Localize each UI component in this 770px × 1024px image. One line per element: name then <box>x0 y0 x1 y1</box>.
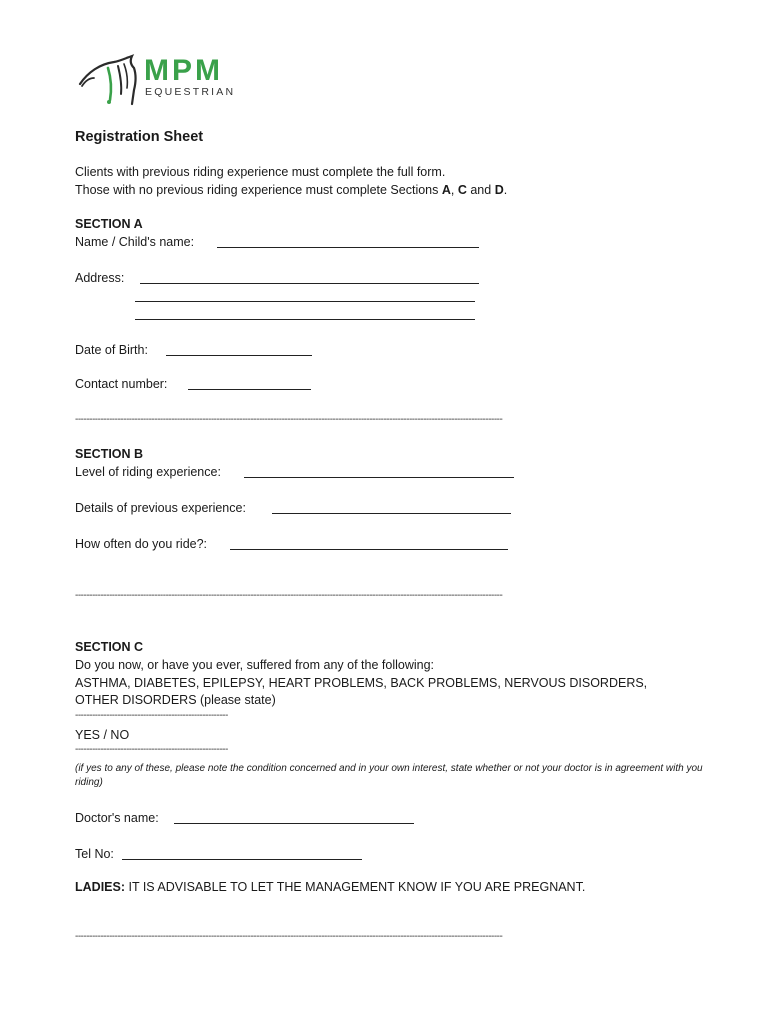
dob-label: Date of Birth: <box>75 343 148 357</box>
ride-frequency-label: How often do you ride?: <box>75 537 208 551</box>
intro-line-1: Clients with previous riding experience must complete the full form. <box>75 165 446 179</box>
contact-label: Contact number: <box>75 377 168 391</box>
divider-1: ------------------------------------------------------------------------------------------------------------------------------------------------------- <box>75 414 503 425</box>
section-b-heading: SECTION B <box>75 447 144 461</box>
intro-sep-1: , <box>450 183 458 197</box>
tel-label: Tel No: <box>75 847 114 861</box>
logo-tagline: EQUESTRIAN <box>145 86 236 98</box>
short-divider-2: ------------------------------------------------------ <box>75 744 228 755</box>
intro-section-a: A <box>441 183 451 197</box>
experience-details-field[interactable] <box>272 513 511 514</box>
medical-note: (if yes to any of these, please note the condition concerned and in your own interest, state whether or not your doctor is in agreement with you riding) <box>75 763 703 788</box>
ladies-label: LADIES: <box>75 880 125 894</box>
ride-frequency-field[interactable] <box>230 549 508 550</box>
mpm-logo <box>78 54 258 106</box>
name-field[interactable] <box>217 247 479 248</box>
ladies-notice <box>75 879 585 895</box>
intro-end: . <box>503 183 508 197</box>
experience-details-label: Details of previous experience: <box>75 501 246 515</box>
medical-conditions-list: ASTHMA, DIABETES, EPILEPSY, HEART PROBLEMS, BACK PROBLEMS, NERVOUS DISORDERS, <box>75 676 648 690</box>
intro-section-c: C <box>457 183 467 197</box>
doctor-name-field[interactable] <box>174 823 414 824</box>
logo-brand-text: MPM <box>144 54 223 87</box>
doctor-name-label: Doctor's name: <box>75 811 159 825</box>
section-c-heading: SECTION C <box>75 640 144 654</box>
short-divider-1: ------------------------------------------------------ <box>75 710 228 721</box>
contact-field[interactable] <box>188 389 311 390</box>
medical-question: Do you now, or have you ever, suffered from any of the following: <box>75 658 435 672</box>
intro-section-d: D <box>494 183 504 197</box>
intro-prefix: Those with no previous riding experience must complete Sections <box>75 183 442 197</box>
name-label: Name / Child's name: <box>75 235 195 249</box>
address-field-line-1[interactable] <box>140 283 479 284</box>
divider-3: ------------------------------------------------------------------------------------------------------------------------------------------------------- <box>75 931 503 942</box>
horse-head-icon <box>78 54 142 106</box>
intro-line-2 <box>75 182 507 198</box>
yes-no-option[interactable]: YES / NO <box>75 728 130 742</box>
address-label: Address: <box>75 271 125 285</box>
intro-sep-2: and <box>466 183 495 197</box>
riding-level-field[interactable] <box>244 477 514 478</box>
ladies-text: IT IS ADVISABLE TO LET THE MANAGEMENT KNOW IF YOU ARE PREGNANT. <box>125 880 586 894</box>
riding-level-label: Level of riding experience: <box>75 465 221 479</box>
section-a-heading: SECTION A <box>75 217 143 231</box>
divider-2: ------------------------------------------------------------------------------------------------------------------------------------------------------- <box>75 590 503 601</box>
dob-field[interactable] <box>166 355 312 356</box>
tel-field[interactable] <box>122 859 362 860</box>
address-field-line-3[interactable] <box>135 319 475 320</box>
other-disorders-label: OTHER DISORDERS (please state) <box>75 693 276 707</box>
address-field-line-2[interactable] <box>135 301 475 302</box>
page-title: Registration Sheet <box>75 129 204 145</box>
